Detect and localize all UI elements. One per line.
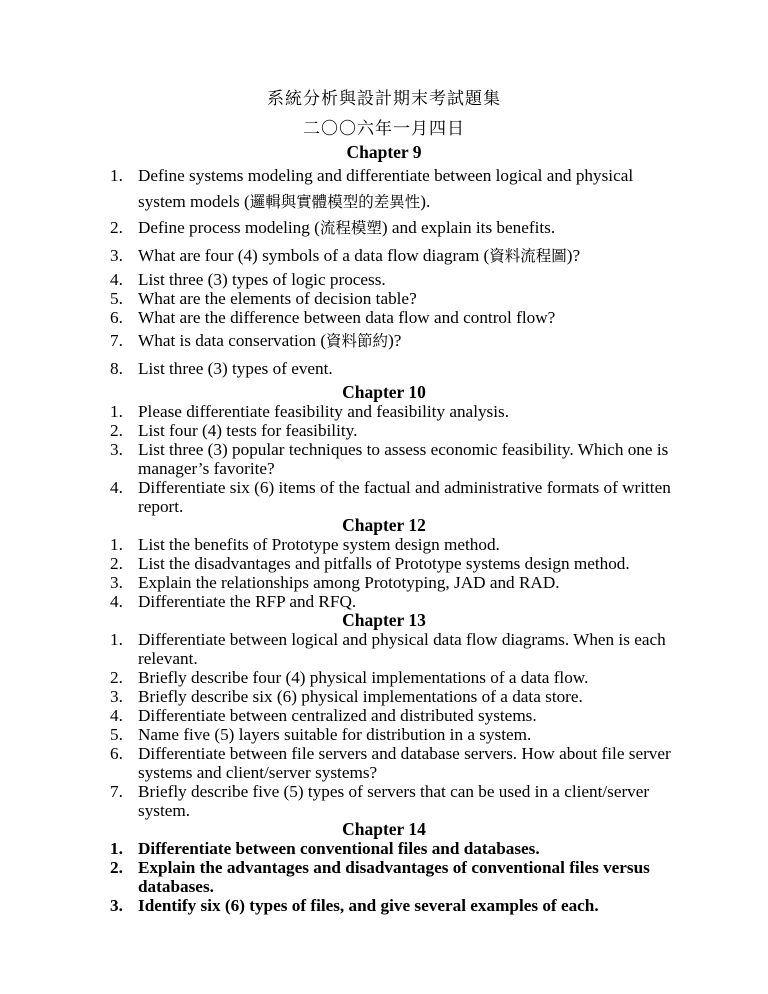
chapter-heading: Chapter 14 xyxy=(342,819,426,839)
item-number: 7. xyxy=(110,782,123,801)
item-number: 1. xyxy=(110,535,123,554)
list-item xyxy=(0,535,768,554)
question-text: Differentiate six (6) items of the factual and administrative formats of written report. xyxy=(138,478,671,516)
list-item xyxy=(0,162,768,214)
question-text: Explain the advantages and disadvantages of conventional files versus databases. xyxy=(138,858,650,896)
list-item xyxy=(0,355,768,383)
item-number: 5. xyxy=(110,289,123,308)
question-text: )? xyxy=(388,331,402,350)
question-text: What are the elements of decision table? xyxy=(138,289,417,308)
list-item xyxy=(0,214,768,242)
item-number: 3. xyxy=(110,246,123,265)
question-text: Name five (5) layers suitable for distribution in a system. xyxy=(138,725,532,744)
list-item xyxy=(0,270,768,289)
question-text: Briefly describe six (6) physical implementations of a data store. xyxy=(138,687,583,706)
list-item xyxy=(0,478,768,516)
list-item xyxy=(0,744,768,782)
item-number: 4. xyxy=(110,706,123,725)
question-text: Briefly describe four (4) physical implementations of a data flow. xyxy=(138,668,589,687)
list-item xyxy=(0,706,768,725)
list-item xyxy=(0,440,768,478)
item-number: 2. xyxy=(110,218,123,237)
question-text: )? xyxy=(566,246,581,265)
chapter-heading: Chapter 13 xyxy=(342,610,426,630)
item-number: 2. xyxy=(110,668,123,687)
item-number: 4. xyxy=(110,592,123,611)
list-item xyxy=(0,573,768,592)
question-term-zh: 資料節約 xyxy=(326,332,389,350)
item-number: 3. xyxy=(110,687,123,706)
document-title: 系統分析與設計期末考試題集 xyxy=(267,89,501,109)
item-number: 3. xyxy=(110,440,123,459)
question-list xyxy=(0,535,768,611)
list-item xyxy=(0,402,768,421)
question-text: What are four (4) symbols of a data flow diagram ( xyxy=(138,246,490,265)
item-number: 2. xyxy=(110,858,123,877)
question-text: Differentiate between conventional files and databases. xyxy=(138,839,540,858)
question-text: What is data conservation ( xyxy=(138,331,327,350)
question-term-zh: 邏輯與實體模型的差異性 xyxy=(249,193,421,211)
item-number: 7. xyxy=(110,331,123,350)
list-item xyxy=(0,668,768,687)
question-text: List three (3) popular techniques to assess economic feasibility. Which one is manager’s favorite? xyxy=(138,440,669,478)
question-term-zh: 資料流程圖 xyxy=(489,247,567,265)
question-text: ) and explain its benefits. xyxy=(381,218,556,237)
question-text: Identify six (6) types of files, and give several examples of each. xyxy=(138,896,599,915)
item-number: 8. xyxy=(110,359,123,378)
question-list xyxy=(0,630,768,820)
chapter-heading: Chapter 10 xyxy=(342,382,426,402)
question-body xyxy=(0,143,768,915)
item-number: 5. xyxy=(110,725,123,744)
list-item xyxy=(0,327,768,355)
question-text: Explain the relationships among Prototyping, JAD and RAD. xyxy=(138,573,560,592)
question-text: List three (3) types of logic process. xyxy=(138,270,386,289)
item-number: 6. xyxy=(110,744,123,763)
list-item xyxy=(0,630,768,668)
item-number: 1. xyxy=(110,630,123,649)
item-number: 4. xyxy=(110,270,123,289)
document-date: 二〇〇六年一月四日 xyxy=(303,119,465,139)
item-number: 1. xyxy=(110,402,123,421)
question-text: system models ( xyxy=(138,192,250,211)
chapter-heading: Chapter 12 xyxy=(342,515,426,535)
question-text: List the disadvantages and pitfalls of Prototype systems design method. xyxy=(138,554,630,573)
list-item xyxy=(0,896,768,915)
item-number: 6. xyxy=(110,308,123,327)
chapter-heading: Chapter 9 xyxy=(346,142,422,162)
question-text: Briefly describe five (5) types of servers that can be used in a client/server system. xyxy=(138,782,650,820)
list-item xyxy=(0,839,768,858)
question-text: Define process modeling ( xyxy=(138,218,320,237)
question-text: ). xyxy=(420,192,431,211)
list-item xyxy=(0,592,768,611)
list-item xyxy=(0,242,768,270)
question-text: List three (3) types of event. xyxy=(138,359,333,378)
question-text: What are the difference between data flow and control flow? xyxy=(138,308,556,327)
item-number: 1. xyxy=(110,166,123,185)
question-list xyxy=(0,402,768,516)
question-text: Differentiate between centralized and distributed systems. xyxy=(138,706,537,725)
question-list xyxy=(0,839,768,915)
item-number: 2. xyxy=(110,421,123,440)
list-item xyxy=(0,725,768,744)
question-list xyxy=(0,162,768,383)
question-text: Differentiate between file servers and database servers. How about file server systems and client/server systems? xyxy=(138,744,671,782)
list-item xyxy=(0,554,768,573)
question-text: List the benefits of Prototype system design method. xyxy=(138,535,500,554)
item-number: 1. xyxy=(110,839,123,858)
list-item xyxy=(0,308,768,327)
question-text: Please differentiate feasibility and feasibility analysis. xyxy=(138,402,510,421)
question-text: List four (4) tests for feasibility. xyxy=(138,421,358,440)
list-item xyxy=(0,421,768,440)
list-item xyxy=(0,687,768,706)
item-number: 4. xyxy=(110,478,123,497)
list-item xyxy=(0,782,768,820)
question-text: Differentiate between logical and physical data flow diagrams. When is each relevant. xyxy=(138,630,666,668)
item-number: 2. xyxy=(110,554,123,573)
item-number: 3. xyxy=(110,896,123,915)
list-item xyxy=(0,858,768,896)
list-item xyxy=(0,289,768,308)
question-text: Define systems modeling and differentiate between logical and physical xyxy=(138,166,634,185)
question-text: Differentiate the RFP and RFQ. xyxy=(138,592,357,611)
item-number: 3. xyxy=(110,573,123,592)
question-term-zh: 流程模塑 xyxy=(319,219,382,237)
